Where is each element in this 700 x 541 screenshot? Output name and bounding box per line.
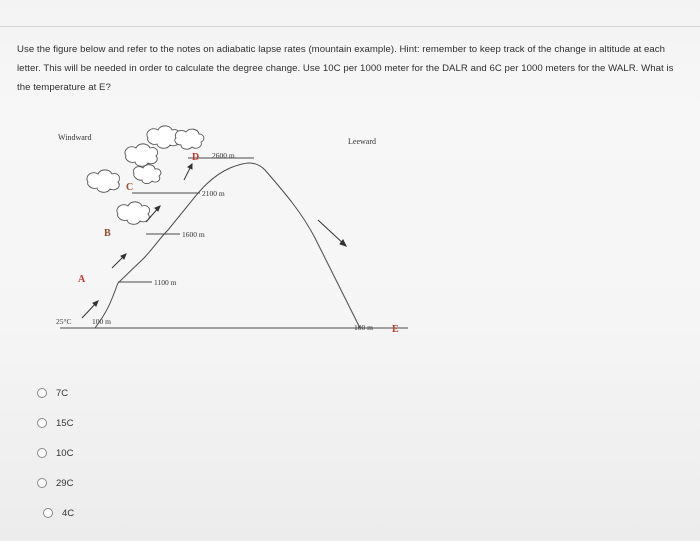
altitude-label-1600: 1600 m [182, 230, 205, 239]
altitude-label-100-right: 100 m [354, 323, 373, 332]
option-label: 10C [56, 447, 74, 459]
option-4c[interactable] [43, 498, 74, 528]
option-label: 4C [62, 507, 75, 519]
option-7c[interactable] [37, 378, 74, 408]
option-29c[interactable] [37, 468, 74, 498]
point-b-label: B [104, 228, 111, 239]
mountain-outline [95, 163, 360, 328]
radio-button[interactable] [43, 508, 53, 518]
radio-button[interactable] [37, 388, 47, 398]
point-d-label: D [192, 152, 200, 163]
altitude-label-2600: 2600 m [212, 151, 235, 160]
option-15c[interactable] [37, 408, 74, 438]
point-e-label: E [392, 324, 399, 335]
radio-button[interactable] [37, 478, 47, 488]
altitude-label-2100: 2100 m [202, 189, 225, 198]
option-label: 7C [56, 387, 69, 399]
mountain-figure [40, 118, 420, 348]
point-c-label: C [126, 182, 134, 193]
answer-options [37, 378, 74, 528]
option-label: 29C [56, 477, 74, 489]
point-a-label: A [78, 274, 86, 285]
leeward-label: Leeward [348, 137, 376, 146]
radio-button[interactable] [37, 448, 47, 458]
altitude-label-100-left: 100 m [92, 317, 111, 326]
windward-label: Windward [58, 133, 92, 142]
question-text: Use the figure below and refer to the notes on adiabatic lapse rates (mountain example). Hint: remember to keep track of the change in altitude at each letter. This will be needed in order to calculate the degree change. Use 10C per 1000 meter for the DALR and 6C per 1000 meters for the WALR. What is the temperature at E? [17, 44, 674, 93]
option-10c[interactable] [37, 438, 74, 468]
altitude-label-1100: 1100 m [154, 278, 177, 287]
top-divider [0, 26, 700, 27]
arrow-icon [82, 164, 346, 318]
option-label: 15C [56, 417, 74, 429]
radio-button[interactable] [37, 418, 47, 428]
start-temperature: 25°C [56, 317, 72, 326]
